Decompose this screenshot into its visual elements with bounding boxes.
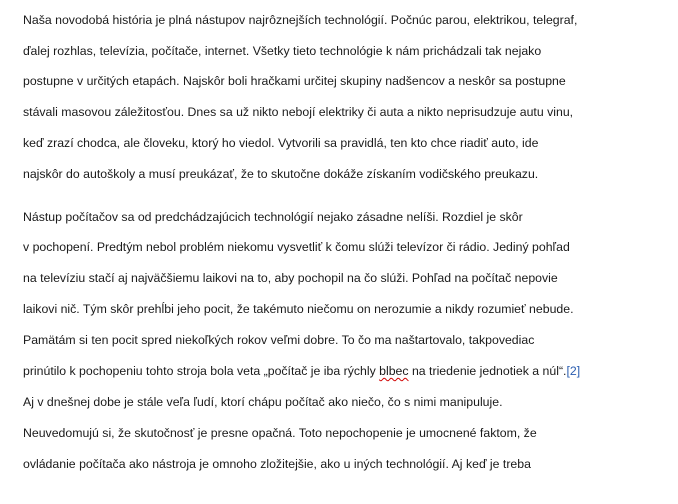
paragraph-2-line-3: na televíziu stačí aj najväčšiemu laikovi na to, aby pochopil na čo slúži. Pohľad na počítač nepovie <box>23 271 558 285</box>
quote-line-text-before: prinútilo k pochopeniu tohto stroja bola veta „počítač je iba rýchly <box>23 364 380 378</box>
paragraph-2-line-1: Nástup počítačov sa od predchádzajúcich technológií nejako zásadne nelíši. Rozdiel je skôr <box>23 210 523 224</box>
paragraph-1-line-2: ďalej rozhlas, televízia, počítače, internet. Všetky tieto technológie k nám prichádzali tak nejako <box>23 44 542 58</box>
paragraph-1-line-4: stávali masovou záležitosťou. Dnes sa už nikto nebojí elektriky či auta a nikto neprisudzuje autu vinu, <box>23 105 574 119</box>
paragraph-1-line-6: najskôr do autoškoly a musí preukázať, že to skutočne dokáže získaním vodičského preukazu. <box>23 167 539 181</box>
quote-line-text-after: na triedenie jednotiek a núl“. <box>408 364 567 378</box>
paragraph-2-line-7: Aj v dnešnej dobe je stále veľa ľudí, ktorí chápu počítač ako niečo, čo s nimi manipuluje. <box>23 395 503 409</box>
paragraph-1-line-1: Naša novodobá história je plná nástupov najrôznejších technológií. Počnúc parou, elektrikou, telegraf, <box>23 13 578 27</box>
paragraph-2-line-5: Pamätám si ten pocit spred niekoľkých rokov veľmi dobre. To čo ma naštartovalo, takpovediac <box>23 333 535 347</box>
paragraph-1-line-3: postupne v určitých etapách. Najskôr boli hračkami určitej skupiny nadšencov a neskôr sa postupne <box>23 74 566 88</box>
paragraph-1-line-5: keď zrazí chodca, ale človeku, ktorý ho viedol. Vytvorili sa pravidlá, ten kto chce riadiť auto, ide <box>23 136 539 150</box>
paragraph-2-line-8: Neuvedomujú si, že skutočnosť je presne opačná. Toto nepochopenie je umocnené faktom, že <box>23 426 537 440</box>
paragraph-2-line-4: laikovi nič. Tým skôr prehĺbi jeho pocit, že takémuto niečomu on nerozumie a nikdy rozumieť nebude. <box>23 302 574 316</box>
paragraph-2-quote-line <box>23 363 580 379</box>
paragraph-2-line-2: v pochopení. Predtým nebol problém niekomu vysvetliť k čomu slúži televízor či rádio. Jediný pohľad <box>23 240 570 254</box>
misspelled-word[interactable]: blbec <box>379 364 409 378</box>
paragraph-2-line-9: ovládanie počítača ako nástroja je omnoho zložitejšie, ako u iných technológií. Aj keď je treba <box>23 457 531 471</box>
citation-link[interactable]: [2] <box>566 364 581 378</box>
